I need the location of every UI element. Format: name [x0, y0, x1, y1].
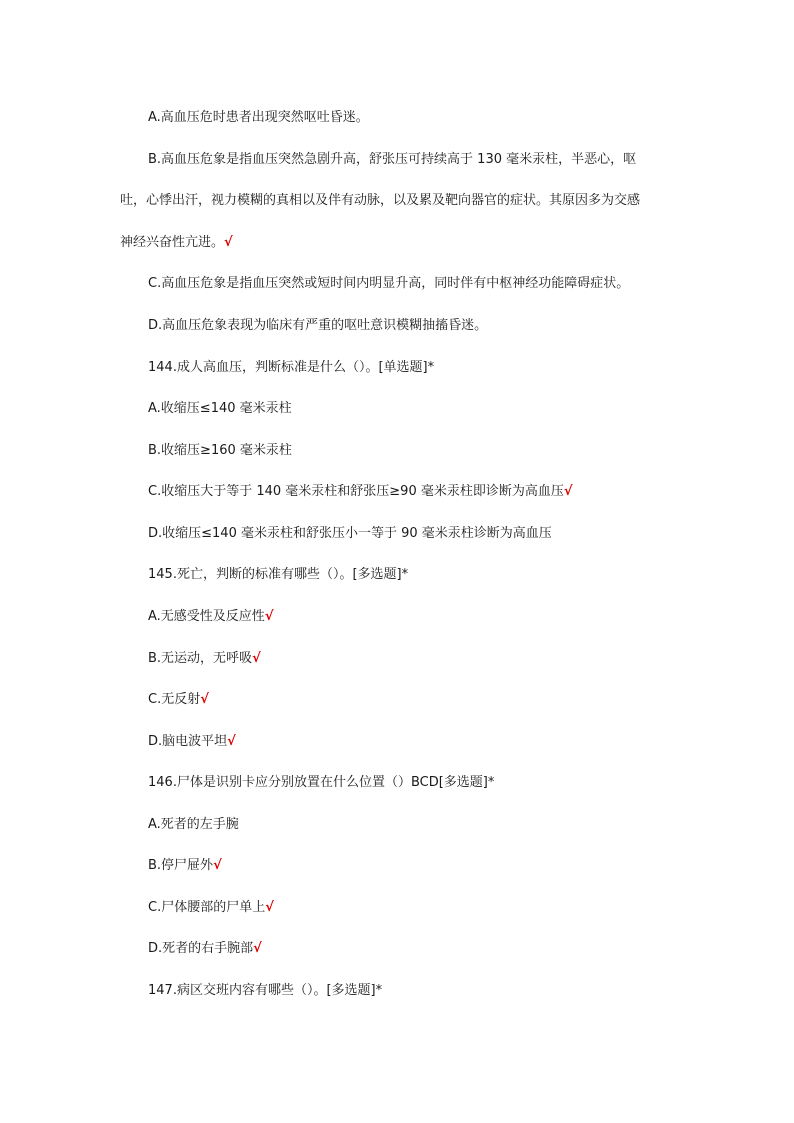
checkmark-icon: √ — [224, 235, 233, 250]
line-6 — [148, 359, 434, 377]
checkmark-icon: √ — [213, 858, 222, 873]
checkmark-icon: √ — [200, 692, 209, 707]
line-9 — [148, 483, 573, 501]
line-text: B.无运动，无呼吸 — [148, 651, 253, 666]
line-text: B.收缩压≥160 毫米汞柱 — [148, 443, 292, 458]
line-4 — [148, 275, 629, 293]
line-text: D.高血压危象表现为临床有严重的呕吐意识模糊抽搐昏迷。 — [148, 318, 488, 333]
line-3 — [120, 234, 233, 252]
line-text: C.无反射 — [148, 692, 201, 707]
line-text: 144.成人高血压，判断标准是什么（）。[单选题]* — [148, 360, 435, 375]
line-text: D.脑电波平坦 — [148, 734, 228, 749]
checkmark-icon: √ — [563, 484, 573, 499]
line-14 — [148, 691, 209, 709]
line-text: A.死者的左手腕 — [148, 817, 239, 832]
line-text: D.死者的右手腕部 — [148, 941, 254, 956]
checkmark-icon: √ — [264, 609, 274, 624]
checkmark-icon: √ — [227, 734, 236, 749]
line-16 — [148, 774, 494, 792]
checkmark-icon: √ — [253, 941, 262, 956]
line-18 — [148, 857, 222, 875]
line-text: 145.死亡，判断的标准有哪些（）。[多选题]* — [148, 567, 409, 582]
line-text: A.无感受性及反应性 — [148, 609, 265, 624]
line-17 — [148, 816, 239, 834]
checkmark-icon: √ — [265, 900, 274, 915]
line-text: D.收缩压≤140 毫米汞柱和舒张压小一等于 90 毫米汞柱诊断为高血压 — [148, 526, 552, 541]
line-text: C.高血压危象是指血压突然或短时间内明显升高，同时伴有中枢神经功能障碍症状。 — [148, 276, 630, 291]
line-text: 147.病区交班内容有哪些（）。[多选题]* — [148, 983, 383, 998]
line-text: 神经兴奋性亢进。 — [120, 235, 225, 250]
line-11 — [148, 566, 408, 584]
line-8 — [148, 442, 292, 460]
line-text: C.尸体腰部的尸单上 — [148, 900, 266, 915]
line-text: B.高血压危象是指血压突然急剧升高，舒张压可持续高于 130 毫米汞柱，半恶心，呕 — [148, 152, 637, 167]
line-text: B.停尸屉外 — [148, 858, 214, 873]
line-0 — [148, 109, 369, 127]
line-2 — [120, 192, 640, 210]
line-text: C.收缩压大于等于 140 毫米汞柱和舒张压≥90 毫米汞柱即诊断为高血压 — [148, 484, 564, 499]
line-1 — [148, 151, 636, 169]
line-12 — [148, 608, 273, 626]
line-text: 吐，心悸出汗，视力模糊的真相以及伴有动脉，以及累及靶向器官的症状。其原因多为交感 — [120, 193, 641, 208]
line-13 — [148, 650, 261, 668]
line-19 — [148, 899, 274, 917]
line-15 — [148, 733, 236, 751]
line-text: A.高血压危时患者出现突然呕吐昏迷。 — [148, 110, 369, 125]
line-5 — [148, 317, 487, 335]
checkmark-icon: √ — [252, 651, 261, 666]
line-20 — [148, 940, 262, 958]
line-10 — [148, 525, 552, 543]
line-text: 146.尸体是识别卡应分别放置在什么位置（）BCD[多选题]* — [148, 775, 495, 790]
line-7 — [148, 400, 292, 418]
line-21 — [148, 982, 382, 1000]
line-text: A.收缩压≤140 毫米汞柱 — [148, 401, 292, 416]
